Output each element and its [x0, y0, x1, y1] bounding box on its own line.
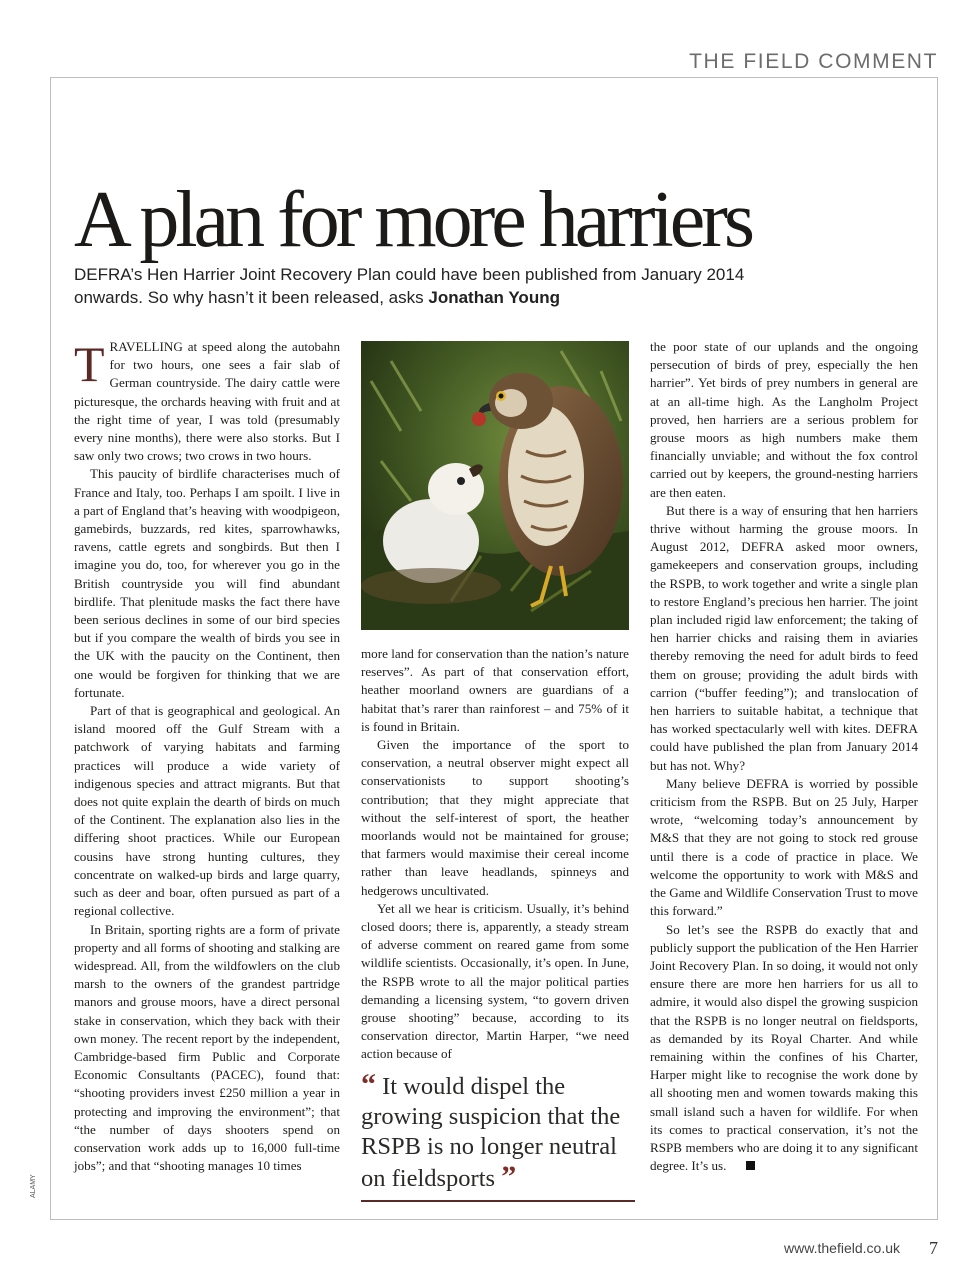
pull-quote [361, 1070, 635, 1202]
article-column-1 [74, 338, 340, 1175]
article-paragraph: Many believe DEFRA is worried by possible criticism from the RSPB. But on 25 July, Harper wrote, “welcoming today’s announcement by M&S that they are not going to stock red grouse until there is a code of practice in place. We welcome the opportunity to work with M&S and the Game and Wildlife Conservation Trust to move this forward.” [650, 775, 918, 919]
page-number: 7 [929, 1238, 938, 1258]
article-paragraph: the poor state of our uplands and the ongoing persecution of birds of prey, especially the hen harrier”. Yet birds of prey numbers in general are at an all-time high. As the Langholm Project proved, hen harriers are a serious problem for grouse moors as high numbers make them financially unviable; and without the fox control carried out by keepers, the ground-nesting harriers are then eaten. [650, 339, 918, 500]
hen-harrier-illustration [361, 341, 629, 630]
hen-harrier-photo [361, 341, 629, 630]
standfirst [74, 263, 754, 309]
headline: A plan for more harriers [74, 176, 752, 264]
article-paragraph: Part of that is geographical and geological. An island moored off the Gulf Stream with a patchwork of varying habitats and farming practices will produce a wide variety of indigenous species and attract migrants. But that does not quite explain the dearth of birds on much of the Continent. The explanation also lies in the differing shoot practices. While our European cousins have strong hunting cultures, they concentrate on walked-up birds and large quarry, such as deer and boar, often pursued as part of a regional collective. [74, 703, 340, 919]
article-paragraph: Given the importance of the sport to conservation, a neutral observer might expect all conservationists to support shooting’s contribution; that they might appreciate that without the self-interest of sport, the heather moorlands would not be maintained for grouse; that farmers would maximise their cereal income rather than leave headlands, spinneys and hedgerows uncultivated. [361, 737, 629, 898]
standfirst-text: DEFRA’s Hen Harrier Joint Recovery Plan could have been published from January 2014 onwards. So why hasn’t it been released, asks [74, 265, 745, 307]
section-label: THE FIELD COMMENT [689, 50, 938, 73]
square-end-icon [746, 1161, 755, 1170]
article-paragraph: Yet all we hear is criticism. Usually, it’s behind closed doors; there is, apparently, a steady stream of adverse comment on reared game from some wildlife scientists. Occasionally, it’s open. In June, the RSPB wrote to all the major political parties demanding a licensing system, “to govern driven grouse shooting” because, according to its conservation director, Martin Harper, “we need action because of [361, 900, 629, 1062]
article-paragraph: In Britain, sporting rights are a form of private property and all forms of shooting and stalking are widespread. All, from the wildfowlers on the club marsh to the owners of the grandest partridge manors and grouse moors, have a direct personal stake in conservation, which they back with their own money. The recent report by the independent, Cambridge-based firm Public and Corporate Economic Consultants (PACEC), found that: “shooting providers invest £250 million a year in protecting and improving the environment”; that “the number of days shooters spend on conservation work adds up to 16,000 full-time jobs”; and that “shooting manages 10 times [74, 921, 340, 1174]
article-paragraph: This paucity of birdlife characterises much of France and Italy, too. Perhaps I am spoilt. I live in a part of England that’s heaving with woodpigeon, gamebirds, buzzards, red kites, sparrowhawks, ravens, cattle egrets and songbirds. But then I imagine you do, too, for wherever you go in the British countryside you will find abundant birdlife. That plenitude masks the fact there have been serious declines in some of our bird species but if you compare the wealth of birds you see in the UK with the paucity on the Continent, then one would be forgiven for thinking that we are fortunate. [74, 466, 340, 700]
article-paragraph: more land for conservation than the nation’s nature reserves”. As part of that conservation effort, heather moorland owners are guardians of a habitat that’s rarer than rainforest – and 75% of it is found in Britain. [361, 646, 629, 734]
author-name: Jonathan Young [428, 288, 560, 307]
article-paragraph: TRAVELLING at speed along the autobahn for two hours, one sees a fair slab of German countryside. The dairy cattle were picturesque, the orchards heaving with fruit and at the right time of year, I was told (presumably every nine months), there were also storks. But I saw only two crows; two crows in two hours. [74, 336, 340, 464]
open-quote-icon: “ [361, 1068, 376, 1101]
drop-cap: T [74, 336, 105, 392]
article-paragraph: But there is a way of ensuring that hen harriers thrive without harming the grouse moors. In August 2012, DEFRA asked moor owners, gamekeepers and conservation groups, including the RSPB, to work together and write a single plan to restore England’s precious hen harrier. The joint plan included rigid law enforcement; the taking of hen harrier chicks and raising them in aviaries thereby removing the need for adult birds to feed them on grouse; providing the adult birds with carrion (“buffer feeding”); and translocation of hen harriers to suitable habitat, a technique that has worked spectacularly well with kites. DEFRA could have published the plan from January 2014 but has not. Why? [650, 502, 918, 773]
photo-credit: ALAMY [30, 1174, 37, 1198]
close-quote-icon: ” [501, 1160, 517, 1193]
footer-url: www.thefield.co.uk [784, 1240, 900, 1256]
pull-quote-text: It would dispel the growing suspicion that the RSPB is no longer neutral on fieldsports [361, 1073, 621, 1192]
article-paragraph: So let’s see the RSPB do exactly that and publicly support the publication of the Hen Harrier Joint Recovery Plan. In so doing, it would not only ensure there are more hen harriers for us all to admire, it would also dispel the growing suspicion that the RSPB is no longer neutral on fieldsports, as demanded by its Royal Charter. And while remaining within the confines of his Charter, Harper might like to recognise the work done by all shooting men and women towards making this small island such a haven for wildlife. For when its comes to practical conservation, it’s not the RSPB members who are doing it to any significant degree. It’s us. [650, 921, 918, 1174]
article-column-2 [361, 645, 629, 1064]
article-column-3 [650, 338, 918, 1175]
